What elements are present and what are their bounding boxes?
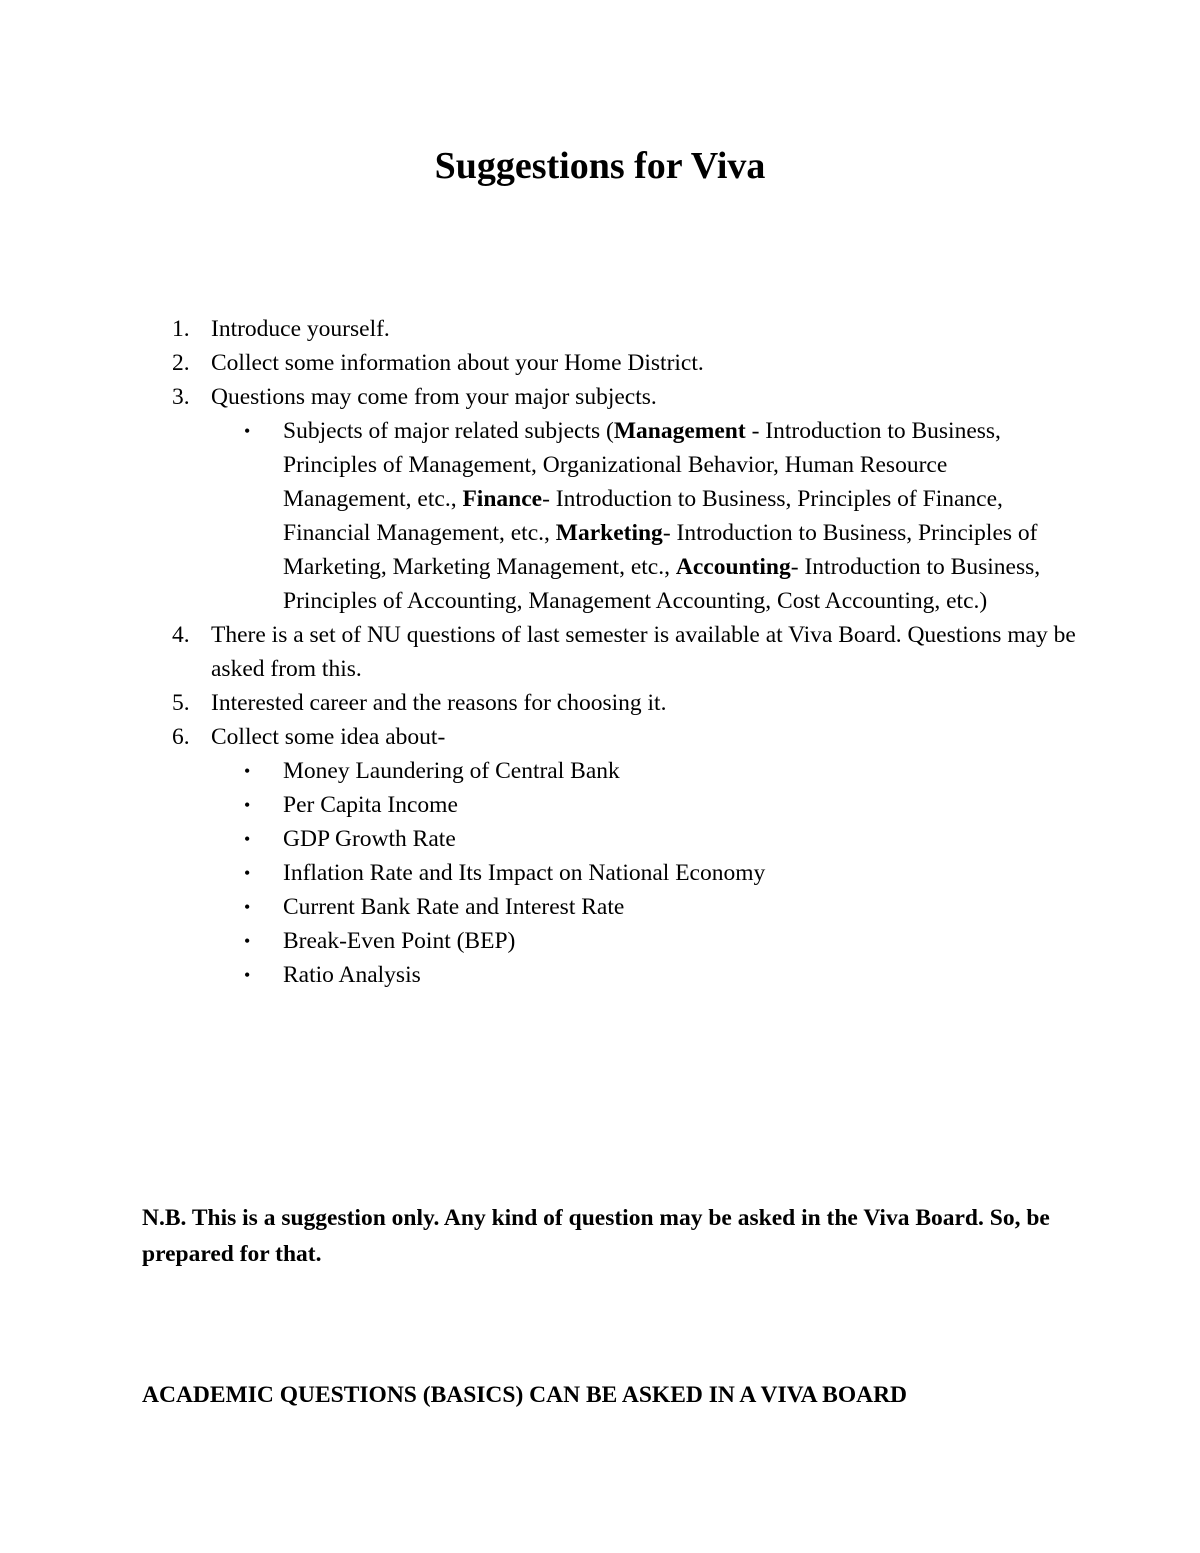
- marketing-label: Marketing: [555, 520, 663, 546]
- management-label: Management: [613, 418, 746, 444]
- list-item-text: Interested career and the reasons for choosing it.: [211, 690, 667, 716]
- list-number: 3.: [172, 384, 190, 410]
- idea-text: GDP Growth Rate: [283, 826, 456, 852]
- list-item: [0, 346, 1081, 380]
- suggestion-list: [0, 312, 1200, 992]
- subjects-intro: Subjects of major related subjects (: [283, 418, 614, 444]
- idea-text: Inflation Rate and Its Impact on National Economy: [283, 860, 766, 886]
- accounting-label: Accounting: [675, 554, 791, 580]
- bullet-icon: •: [244, 421, 251, 441]
- finance-label: Finance: [462, 486, 543, 512]
- list-item: [0, 380, 1081, 414]
- list-item-text: Introduce yourself.: [211, 316, 390, 342]
- note-paragraph: N.B. This is a suggestion only. Any kind of question may be asked in the Viva Board. So, be prepared for that.: [142, 1205, 1050, 1267]
- list-number: 4.: [172, 622, 190, 648]
- idea-bullet-item: [0, 754, 1063, 788]
- list-number: 6.: [172, 724, 190, 750]
- list-item-text: There is a set of NU questions of last semester is available at Viva Board. Questions may be asked from this.: [211, 622, 1076, 682]
- idea-text: Per Capita Income: [283, 792, 458, 818]
- bullet-icon: •: [244, 897, 251, 917]
- marketing-text: - Introduction to Business, Principles of Marketing, Marketing Management, etc.,: [283, 520, 1038, 580]
- subjects-bullet-item: [0, 414, 1063, 618]
- idea-bullet-item: [0, 958, 1063, 992]
- idea-bullet-item: [0, 924, 1063, 958]
- finance-text: - Introduction to Business, Principles of Finance, Financial Management, etc.,: [283, 486, 1003, 546]
- accounting-text: - Introduction to Business, Principles of Accounting, Management Accounting, Cost Accounting, etc.): [283, 554, 1041, 614]
- list-item: [0, 720, 1081, 754]
- list-item-text: Questions may come from your major subjects.: [211, 384, 657, 410]
- idea-text: Money Laundering of Central Bank: [283, 758, 620, 784]
- idea-text: Ratio Analysis: [283, 962, 421, 988]
- page-title: Suggestions for Viva: [434, 145, 766, 187]
- list-number: 2.: [172, 350, 190, 376]
- bullet-icon: •: [244, 829, 251, 849]
- bullet-icon: •: [244, 931, 251, 951]
- list-item: [0, 686, 1081, 720]
- idea-bullet-item: [0, 856, 1063, 890]
- academic-heading: ACADEMIC QUESTIONS (BASICS) CAN BE ASKED IN A VIVA BOARD: [142, 1382, 908, 1408]
- list-number: 5.: [172, 690, 190, 716]
- bullet-icon: •: [244, 761, 251, 781]
- list-number: 1.: [172, 316, 190, 342]
- management-text: - Introduction to Business, Principles of Management, Organizational Behavior, Human Resource Management, etc.,: [283, 418, 1001, 512]
- idea-bullet-item: [0, 788, 1063, 822]
- list-item: [0, 312, 1081, 346]
- idea-text: Current Bank Rate and Interest Rate: [283, 894, 625, 920]
- idea-text: Break-Even Point (BEP): [283, 928, 516, 954]
- list-item: [0, 618, 1081, 686]
- list-item-text: Collect some idea about-: [211, 724, 446, 750]
- idea-bullet-item: [0, 822, 1063, 856]
- idea-bullet-item: [0, 890, 1063, 924]
- list-item-text: Collect some information about your Home District.: [211, 350, 704, 376]
- bullet-icon: •: [244, 863, 251, 883]
- bullet-icon: •: [244, 795, 251, 815]
- bullet-icon: •: [244, 965, 251, 985]
